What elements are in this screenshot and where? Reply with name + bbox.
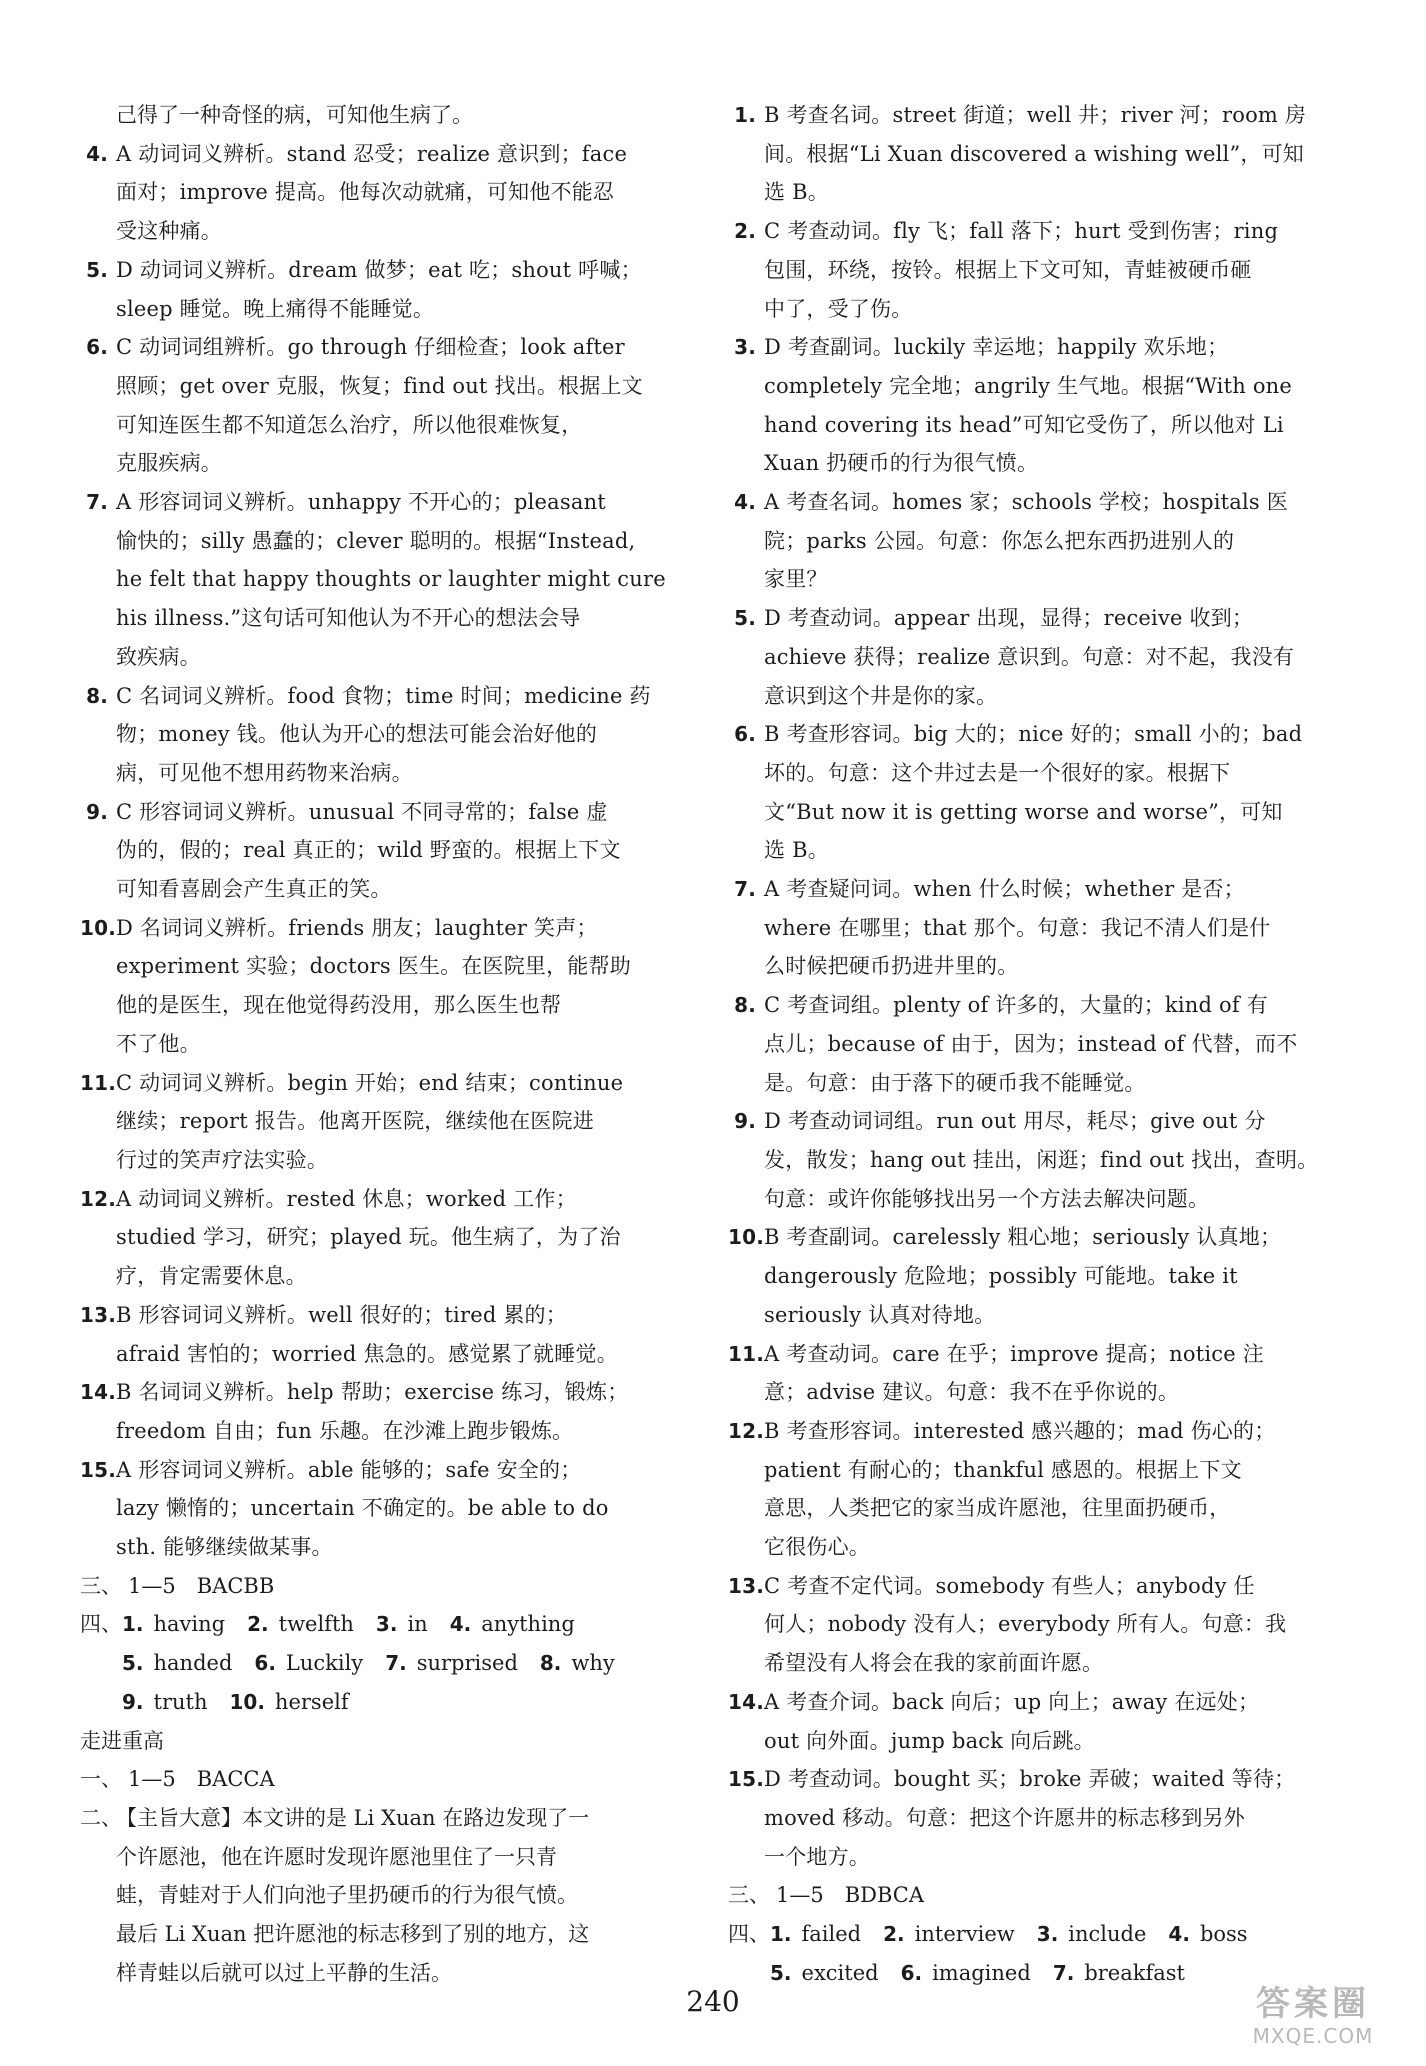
explanation-line: D 考查副词。luckily 幸运地；happily 欢乐地； — [764, 335, 1229, 360]
item-explanation — [764, 599, 1328, 715]
item-number: 14. — [728, 1689, 765, 1714]
answer-word: having — [153, 1612, 226, 1637]
item-number: 10. — [80, 915, 117, 940]
section-answers: 1—5 BDBCA — [776, 1883, 925, 1908]
item-number: 9. — [86, 799, 108, 824]
summary-line — [80, 1915, 680, 1954]
page-number: 240 — [686, 1985, 740, 2018]
explanation-line: A 动词词义辨析。stand 忍受；realize 意识到；face — [116, 141, 628, 166]
explanation-line: A 考查动词。care 在乎；improve 提高；notice 注 — [764, 1341, 1264, 1366]
explanation-line: experiment 实验；doctors 医生。在医院里，能帮助 — [116, 954, 631, 979]
explanation-line: 坏的。句意：这个井过去是一个很好的家。根据下 — [764, 760, 1231, 785]
item-explanation — [116, 909, 680, 1064]
explanation-line: B 考查名词。street 街道；well 井；river 河；room 房 — [764, 103, 1307, 127]
section-label: 三、 — [80, 1573, 122, 1598]
summary-text: 个许愿池，他在许愿时发现许愿池里住了一只青 — [116, 1844, 557, 1869]
explanation-line: 伪的，假的；real 真正的；wild 野蛮的。根据上下文 — [116, 838, 621, 863]
answer-number: 3. — [375, 1612, 398, 1637]
explanation-line: studied 学习，研究；played 玩。他生病了，为了治 — [116, 1225, 621, 1250]
item-number: 11. — [80, 1070, 117, 1095]
right-section-3 — [728, 1876, 1328, 1915]
fill-in-answer — [450, 1605, 575, 1644]
explanation-line: 选 B。 — [764, 180, 829, 205]
explanation-line: 致疾病。 — [116, 644, 201, 669]
item-number: 11. — [728, 1341, 765, 1366]
item-number: 4. — [86, 141, 108, 166]
answer-word: imagined — [932, 1960, 1031, 1985]
left-section-3 — [80, 1567, 680, 1606]
item-number: 7. — [86, 490, 108, 515]
answer-item — [728, 328, 1328, 483]
answer-number: 2. — [247, 1612, 269, 1637]
item-number: 5. — [734, 606, 756, 631]
explanation-line: lazy 懒惰的；uncertain 不确定的。be able to do — [116, 1496, 609, 1521]
item-explanation — [764, 96, 1328, 212]
main-idea-summary — [80, 1799, 680, 1993]
item-number: 2. — [734, 219, 756, 244]
left-answer-list — [80, 135, 680, 1567]
explanation-line: patient 有耐心的；thankful 感恩的。根据上下文 — [764, 1457, 1242, 1482]
summary-line — [80, 1876, 680, 1915]
explanation-line: 希望没有人将会在我的家前面许愿。 — [764, 1651, 1104, 1676]
answer-number: 1. — [770, 1922, 792, 1947]
section-label: 二、 — [80, 1805, 122, 1830]
answer-item — [728, 1102, 1328, 1218]
answer-number: 5. — [122, 1651, 144, 1676]
explanation-line: B 考查形容词。big 大的；nice 好的；small 小的；bad — [764, 722, 1303, 747]
answer-word: in — [407, 1612, 428, 1637]
summary-text: 【主旨大意】本文讲的是 Li Xuan 在路边发现了一 — [116, 1805, 590, 1830]
answer-item — [80, 677, 680, 793]
answer-word: include — [1068, 1922, 1147, 1947]
fill-in-answer — [770, 1915, 861, 1954]
explanation-line: D 名词词义辨析。friends 朋友；laughter 笑声； — [116, 915, 598, 940]
explanation-line: 选 B。 — [764, 838, 829, 863]
watermark-url: MXQE.COM — [1252, 2024, 1374, 2048]
explanation-line: A 考查介词。back 向后；up 向上；away 在远处； — [764, 1689, 1260, 1714]
left-column — [80, 96, 680, 1992]
item-explanation — [116, 793, 680, 909]
explanation-line: 疗，肯定需要休息。 — [116, 1264, 307, 1289]
fill-in-row — [80, 1644, 680, 1683]
explanation-line: 它很伤心。 — [764, 1535, 870, 1560]
answer-number: 4. — [449, 1612, 472, 1637]
explanation-line: 可知连医生都不知道怎么治疗，所以他很难恢复， — [116, 412, 583, 437]
item-explanation — [116, 135, 680, 251]
answer-item — [728, 96, 1328, 212]
answer-item — [728, 599, 1328, 715]
answer-item — [80, 328, 680, 483]
item-number: 1. — [734, 103, 756, 127]
fill-in-answer — [540, 1644, 615, 1683]
fill-in-answer — [254, 1644, 363, 1683]
explanation-line: 一个地方。 — [764, 1844, 870, 1869]
explanation-line: Xuan 扔硬币的行为很气愤。 — [764, 451, 1039, 476]
item-number: 10. — [728, 1225, 765, 1250]
answer-item — [80, 1064, 680, 1180]
explanation-line: 家里？ — [764, 567, 828, 592]
item-explanation — [116, 677, 680, 793]
item-explanation — [116, 1373, 680, 1450]
explanation-line: 可知看喜剧会产生真正的笑。 — [116, 877, 392, 902]
explanation-line: A 形容词词义辨析。able 能够的；safe 安全的； — [116, 1457, 582, 1482]
left-section-4 — [80, 1605, 680, 1721]
answer-word: surprised — [416, 1651, 518, 1676]
explanation-line: freedom 自由；fun 乐趣。在沙滩上跑步锻炼。 — [116, 1418, 574, 1443]
item-explanation — [764, 1335, 1328, 1412]
item-explanation — [116, 1064, 680, 1180]
section-label: 三、 — [728, 1883, 770, 1908]
item-explanation — [116, 483, 680, 677]
explanation-line: 文“But now it is getting worse and worse”，可知 — [764, 799, 1283, 824]
answer-item — [728, 1567, 1328, 1683]
answer-item — [728, 1218, 1328, 1334]
watermark-title: 答案圈 — [1256, 1984, 1370, 2024]
item-explanation — [764, 870, 1328, 986]
answer-word: excited — [801, 1960, 879, 1985]
item-explanation — [764, 212, 1328, 328]
explanation-line: 克服疾病。 — [116, 451, 222, 476]
explanation-line: 点儿；because of 由于，因为；instead of 代替，而不 — [764, 1031, 1298, 1056]
explanation-line: C 考查动词。fly 飞；fall 落下；hurt 受到伤害；ring — [764, 219, 1279, 244]
item-number: 15. — [80, 1457, 117, 1482]
explanation-line: A 动词词义辨析。rested 休息；worked 工作； — [116, 1186, 577, 1211]
answer-item — [80, 1296, 680, 1373]
answer-word: interview — [914, 1922, 1015, 1947]
answer-word: failed — [801, 1922, 862, 1947]
explanation-line: D 考查动词。bought 买；broke 弄破；waited 等待； — [764, 1767, 1296, 1792]
item-explanation — [764, 1760, 1328, 1876]
explanation-line: 意识到这个井是你的家。 — [764, 683, 998, 708]
explanation-line: he felt that happy thoughts or laughter might cure — [116, 567, 666, 592]
explanation-line: B 考查副词。carelessly 粗心地；seriously 认真地； — [764, 1225, 1282, 1250]
summary-text: 蛙，青蛙对于人们向池子里扔硬币的行为很气愤。 — [116, 1883, 578, 1908]
answer-word: Luckily — [285, 1651, 364, 1676]
answer-number: 1. — [122, 1612, 144, 1637]
explanation-line: A 考查名词。homes 家；schools 学校；hospitals 医 — [764, 490, 1288, 515]
explanation-line: B 考查形容词。interested 感兴趣的；mad 伤心的； — [764, 1418, 1276, 1443]
fill-in-answer — [1168, 1915, 1247, 1954]
explanation-line: D 考查动词词组。run out 用尽，耗尽；give out 分 — [764, 1109, 1266, 1134]
explanation-line: out 向外面。jump back 向后跳。 — [764, 1728, 1095, 1753]
answer-item — [80, 909, 680, 1064]
answer-word: twelfth — [278, 1612, 354, 1637]
answer-item — [80, 1373, 680, 1450]
explanation-line: 受这种痛。 — [116, 219, 222, 244]
explanation-line: C 动词词义辨析。begin 开始；end 结束；continue — [116, 1070, 624, 1095]
explanation-line: C 考查词组。plenty of 许多的，大量的；kind of 有 — [764, 993, 1268, 1018]
answer-item — [728, 1760, 1328, 1876]
watermark-logo — [1218, 1984, 1408, 2054]
answer-word: herself — [274, 1689, 349, 1714]
answer-number: 7. — [1052, 1960, 1075, 1985]
answer-number: 5. — [770, 1960, 792, 1985]
fill-in-answer — [883, 1915, 1015, 1954]
item-explanation — [764, 986, 1328, 1102]
item-number: 6. — [734, 722, 756, 747]
fill-in-row — [80, 1605, 680, 1644]
item-explanation — [116, 251, 680, 328]
explanation-line: sth. 能够继续做某事。 — [116, 1535, 333, 1560]
fill-in-row — [80, 1683, 680, 1722]
explanation-line: 发，散发；hang out 挂出，闲逛；find out 找出，查明。 — [764, 1147, 1319, 1172]
section-label: 一、 — [80, 1767, 122, 1792]
explanation-line: 病，可见他不想用药物来治病。 — [116, 760, 413, 785]
explanation-line: 包围，环绕，按铃。根据上下文可知，青蛙被硬币砸 — [764, 257, 1252, 282]
explanation-line: his illness.”这句话可知他认为不开心的想法会导 — [116, 606, 581, 631]
item-number: 15. — [728, 1767, 765, 1792]
item-explanation — [764, 328, 1328, 483]
answer-word: handed — [153, 1651, 233, 1676]
summary-text: 样青蛙以后就可以过上平静的生活。 — [116, 1960, 452, 1985]
explanation-line: completely 完全地；angrily 生气地。根据“With one — [764, 373, 1293, 398]
answer-item — [728, 715, 1328, 870]
answer-number: 4. — [1168, 1922, 1190, 1947]
fill-in-row — [728, 1915, 1328, 1954]
explanation-line: 他的是医生，现在他觉得药没用，那么医生也帮 — [116, 993, 562, 1018]
left-section-1 — [80, 1760, 680, 1799]
answer-word: anything — [481, 1612, 575, 1637]
fill-in-answer — [1037, 1915, 1147, 1954]
item-explanation — [116, 328, 680, 483]
explanation-line: C 形容词词义辨析。unusual 不同寻常的；false 虚 — [116, 799, 608, 824]
fill-in-answer — [122, 1644, 232, 1683]
item-number: 14. — [80, 1380, 117, 1405]
explanation-line: B 形容词词义辨析。well 很好的；tired 累的； — [116, 1302, 567, 1327]
explanation-line: D 考查动词。appear 出现，显得；receive 收到； — [764, 606, 1254, 631]
explanation-line: hand covering its head”可知它受伤了，所以他对 Li — [764, 412, 1284, 437]
answer-item — [80, 1451, 680, 1567]
answer-word: boss — [1199, 1922, 1248, 1947]
explanation-line: 行过的笑声疗法实验。 — [116, 1147, 328, 1172]
section-answers: 1—5 BACCA — [128, 1767, 275, 1792]
explanation-line: 继续；report 报告。他离开医院，继续他在医院进 — [116, 1109, 594, 1134]
answer-number: 3. — [1036, 1922, 1059, 1947]
item-number: 6. — [86, 335, 108, 360]
answer-item — [728, 1683, 1328, 1760]
explanation-line: B 名词词义辨析。help 帮助；exercise 练习，锻炼； — [116, 1380, 629, 1405]
answer-item — [728, 1335, 1328, 1412]
item-number: 4. — [734, 490, 756, 515]
fill-in-answer — [229, 1683, 348, 1722]
item-number: 5. — [86, 257, 108, 282]
section-answers: 1—5 BACBB — [128, 1573, 275, 1598]
explanation-line: 何人；nobody 没有人；everybody 所有人。句意：我 — [764, 1612, 1287, 1637]
explanation-line: 物；money 钱。他认为开心的想法可能会治好他的 — [116, 722, 598, 747]
item-number: 12. — [728, 1418, 765, 1443]
section-label: 四、 — [80, 1612, 122, 1637]
item-number: 13. — [728, 1573, 765, 1598]
item-number: 9. — [734, 1109, 756, 1134]
explanation-line: C 考查不定代词。somebody 有些人；anybody 任 — [764, 1573, 1255, 1598]
answer-item — [728, 986, 1328, 1102]
explanation-line: afraid 害怕的；worried 焦急的。感觉累了就睡觉。 — [116, 1341, 618, 1366]
item-number: 8. — [734, 993, 756, 1018]
item-number: 3. — [734, 335, 756, 360]
explanation-line: 愉快的；silly 愚蠢的；clever 聪明的。根据“Instead, — [116, 528, 636, 553]
summary-line — [80, 1838, 680, 1877]
item-explanation — [116, 1451, 680, 1567]
right-answer-list — [728, 96, 1328, 1876]
answer-number: 2. — [883, 1922, 905, 1947]
explanation-line: moved 移动。句意：把这个许愿井的标志移到另外 — [764, 1805, 1245, 1830]
explanation-line: 不了他。 — [116, 1031, 201, 1056]
item-number: 8. — [86, 683, 108, 708]
answer-item — [80, 1180, 680, 1296]
explanation-line: 句意：或许你能够找出另一个方法去解决问题。 — [764, 1186, 1210, 1211]
item-explanation — [764, 1683, 1328, 1760]
answer-number: 9. — [122, 1689, 144, 1714]
answer-item — [80, 251, 680, 328]
explanation-line: 么时候把硬币扔进井里的。 — [764, 954, 1019, 979]
explanation-line: D 动词词义辨析。dream 做梦；eat 吃；shout 呼喊； — [116, 257, 642, 282]
explanation-line: sleep 睡觉。晚上痛得不能睡觉。 — [116, 296, 435, 321]
summary-line — [80, 1799, 680, 1838]
explanation-line: 院；parks 公园。句意：你怎么把东西扔进别人的 — [764, 528, 1235, 553]
fill-in-answer — [122, 1605, 225, 1644]
item-explanation — [116, 1180, 680, 1296]
answer-item — [80, 135, 680, 251]
fill-in-answer — [122, 1683, 207, 1722]
answer-item — [80, 483, 680, 677]
explanation-line: 意；advise 建议。句意：我不在乎你说的。 — [764, 1380, 1180, 1405]
answer-number: 10. — [229, 1689, 265, 1714]
item-number: 13. — [80, 1302, 117, 1327]
item-number: 7. — [734, 877, 756, 902]
item-explanation — [764, 715, 1328, 870]
explanation-line: A 形容词词义辨析。unhappy 不开心的；pleasant — [116, 490, 606, 515]
answer-number: 6. — [900, 1960, 923, 1985]
explanation-line: 意思，人类把它的家当成许愿池，往里面扔硬币， — [764, 1496, 1231, 1521]
item-explanation — [764, 1567, 1328, 1683]
section-label: 四、 — [728, 1922, 770, 1947]
answer-word: truth — [153, 1689, 208, 1714]
explanation-line: dangerously 危险地；possibly 可能地。take it — [764, 1264, 1238, 1289]
explanation-line: where 在哪里；that 那个。句意：我记不清人们是什 — [764, 915, 1271, 940]
item-explanation — [764, 1412, 1328, 1567]
right-column — [728, 96, 1328, 1992]
answer-item — [80, 793, 680, 909]
section-heading: 走进重高 — [80, 1728, 164, 1753]
fill-in-answer — [376, 1605, 428, 1644]
answer-number: 7. — [385, 1651, 407, 1676]
item-explanation — [764, 1102, 1328, 1218]
answer-item — [728, 870, 1328, 986]
answer-item — [728, 483, 1328, 599]
answer-number: 6. — [254, 1651, 276, 1676]
fill-in-answer — [385, 1644, 518, 1683]
item-explanation — [764, 483, 1328, 599]
explanation-line: C 名词词义辨析。food 食物；time 时间；medicine 药 — [116, 683, 651, 708]
answer-word: why — [571, 1651, 615, 1676]
explanation-line: A 考查疑问词。when 什么时候；whether 是否； — [764, 877, 1245, 902]
explanation-line: 照顾；get over 克服，恢复；find out 找出。根据上文 — [116, 373, 643, 398]
answer-number: 8. — [539, 1651, 562, 1676]
explanation-line: 面对；improve 提高。他每次动就痛，可知他不能忍 — [116, 180, 615, 205]
answer-word: breakfast — [1084, 1960, 1185, 1985]
item-explanation — [116, 1296, 680, 1373]
summary-text: 最后 Li Xuan 把许愿池的标志移到了别的地方，这 — [116, 1922, 590, 1947]
right-section-4 — [728, 1915, 1328, 1992]
answer-item — [728, 212, 1328, 328]
fill-in-answer — [247, 1605, 354, 1644]
explanation-line: C 动词词组辨析。go through 仔细检查；look after — [116, 335, 625, 360]
item-number: 12. — [80, 1186, 117, 1211]
answer-item — [728, 1412, 1328, 1567]
explanation-line: 是。句意：由于落下的硬币我不能睡觉。 — [764, 1070, 1146, 1095]
explanation-line: seriously 认真对待地。 — [764, 1302, 996, 1327]
explanation-line: 间。根据“Li Xuan discovered a wishing well”，可知 — [764, 141, 1305, 166]
explanation-line: achieve 获得；realize 意识到。句意：对不起，我没有 — [764, 644, 1295, 669]
continuation-text: 己得了一种奇怪的病，可知他生病了。 — [116, 103, 473, 127]
explanation-line: 中了，受了伤。 — [764, 296, 913, 321]
item-explanation — [764, 1218, 1328, 1334]
